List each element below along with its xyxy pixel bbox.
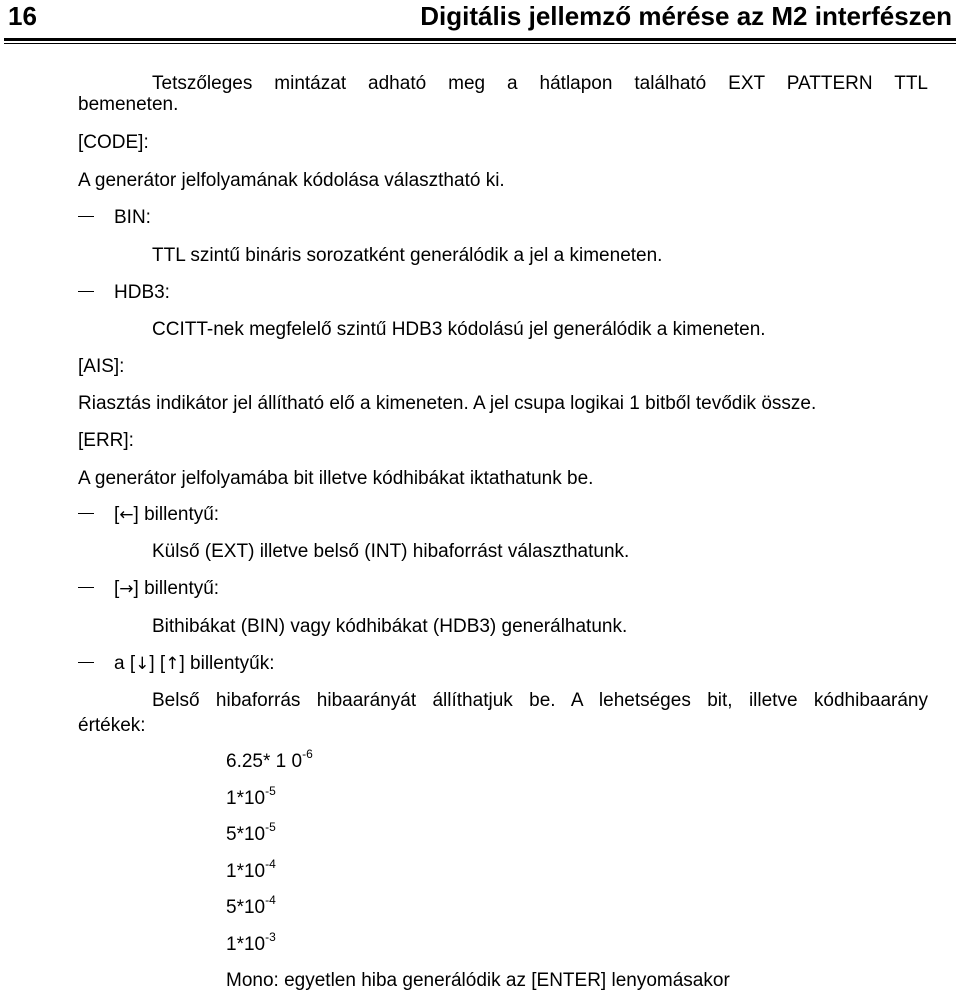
rate-base: 5*10 [226, 824, 266, 845]
right-key-label: ] billentyű: [133, 578, 220, 599]
mono-text: Mono: egyetlen hiba generálódik az [ENTER] lenyomásakor [226, 970, 730, 991]
bracket-open: [ [114, 504, 120, 525]
hdb3-text: CCITT-nek megfelelő szintű HDB3 kódolású jel generálódik a kimeneten. [152, 319, 766, 340]
dash-bullet [78, 662, 94, 663]
code-text: A generátor jelfolyamának kódolása választható ki. [78, 170, 505, 191]
rate-value [226, 784, 276, 809]
left-arrow-icon: ← [119, 505, 134, 525]
right-key-text: Bithibákat (BIN) vagy kódhibákat (HDB3) generálhatunk. [152, 616, 628, 637]
err-text: A generátor jelfolyamába bit illetve kódhibákat iktathatunk be. [78, 468, 594, 489]
rate-base: 1*10 [226, 934, 266, 955]
rate-value [226, 820, 276, 845]
header-rule [4, 38, 956, 41]
ais-text: Riasztás indikátor jel állítható elő a kimeneten. A jel csupa logikai 1 bitből tevődik össze. [78, 393, 817, 414]
updown-key-item [78, 654, 275, 673]
dash-bullet [78, 216, 94, 217]
down-arrow-icon: ↓ [135, 654, 150, 674]
ext-pattern-line2: bemeneten. [78, 94, 179, 115]
bin-label: BIN: [114, 207, 151, 228]
rate-exponent: -6 [302, 747, 313, 761]
right-key-item [78, 579, 219, 598]
rate-base: 1*10 [226, 861, 266, 882]
hdb3-item [78, 283, 170, 302]
up-arrow-icon: ↑ [165, 654, 180, 674]
right-arrow-icon: → [119, 579, 134, 599]
rate-value [226, 747, 313, 772]
dash-bullet [78, 291, 94, 292]
bin-text: TTL szintű bináris sorozatként generálódik a jel a kimeneten. [152, 245, 663, 266]
updown-prefix: a [ [114, 653, 136, 674]
left-key-item [78, 505, 219, 524]
page-title: Digitális jellemző mérése az M2 interfészen [420, 1, 952, 31]
updown-key-label: ] billentyűk: [179, 653, 275, 674]
ext-pattern-line1: Tetszőleges mintázat adható meg a hátlapon található EXT PATTERN TTL [152, 73, 928, 94]
rate-exponent: -4 [265, 857, 276, 871]
updown-mid: ] [ [149, 653, 166, 674]
err-heading: [ERR]: [78, 430, 134, 451]
left-key-text: Külső (EXT) illetve belső (INT) hibaforrást választhatunk. [152, 541, 630, 562]
rate-base: 5*10 [226, 897, 266, 918]
rate-exponent: -5 [265, 820, 276, 834]
rate-exponent: -5 [265, 784, 276, 798]
rate-value [226, 930, 276, 955]
rate-intro-line2: értékek: [78, 715, 146, 736]
bin-item [78, 208, 151, 227]
rate-base: 1*10 [226, 788, 266, 809]
rate-exponent: -4 [265, 893, 276, 907]
left-key-label: ] billentyű: [133, 504, 220, 525]
rate-intro-line1: Belső hibaforrás hibaarányát állíthatjuk be. A lehetséges bit, illetve kódhibaarány [152, 690, 928, 711]
dash-bullet [78, 513, 94, 514]
rate-exponent: -3 [265, 930, 276, 944]
ais-heading: [AIS]: [78, 356, 125, 377]
rate-value [226, 857, 276, 882]
header-rule-thin [4, 43, 956, 44]
page-number: 16 [8, 1, 37, 31]
hdb3-label: HDB3: [114, 282, 170, 303]
bracket-open: [ [114, 578, 120, 599]
rate-base: 6.25* 1 0 [226, 751, 303, 772]
code-heading: [CODE]: [78, 132, 149, 153]
dash-bullet [78, 587, 94, 588]
rate-value [226, 893, 276, 918]
